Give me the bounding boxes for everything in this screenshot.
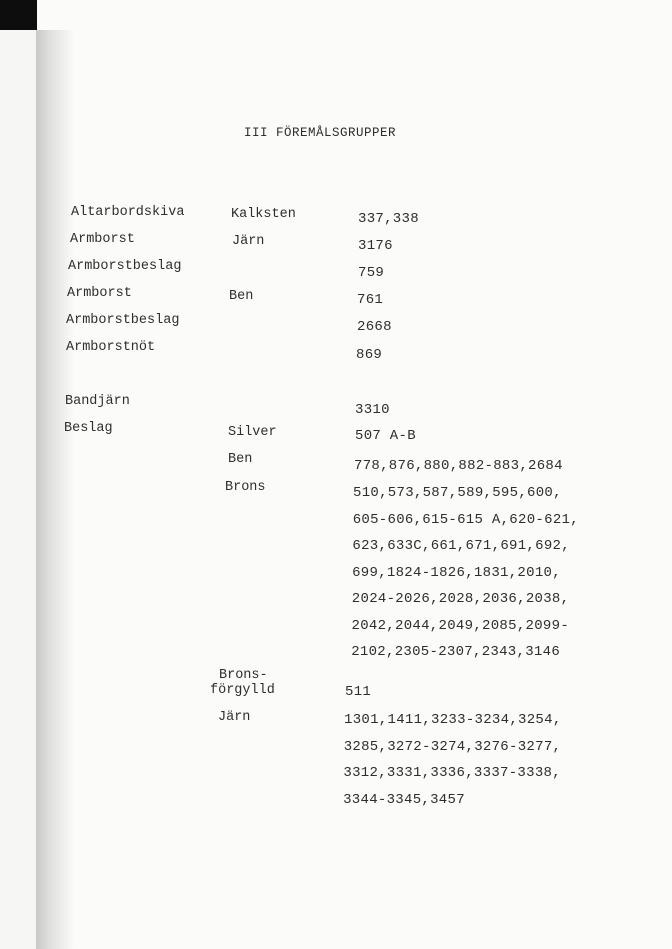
page-left-margin <box>0 0 36 949</box>
item-numbers: 511 <box>345 684 372 700</box>
item-name: Altarbordskiva <box>71 205 185 220</box>
item-material: Kalksten <box>231 207 296 222</box>
item-name: Armborstnöt <box>66 340 156 355</box>
item-material: Silver <box>228 425 277 440</box>
item-material: Ben <box>229 289 254 304</box>
item-numbers: 869 <box>356 347 383 363</box>
item-name: Armborstbeslag <box>66 313 180 328</box>
item-numbers: 3344-3345,3457 <box>343 791 465 808</box>
item-numbers: 759 <box>358 265 385 281</box>
item-material: Järn <box>232 234 265 249</box>
item-material: Brons <box>225 480 266 495</box>
item-numbers: 510,573,587,589,595,600, <box>353 485 562 501</box>
item-numbers: 3310 <box>355 402 390 418</box>
item-material: Ben <box>228 452 253 467</box>
item-name: Beslag <box>64 421 113 436</box>
item-material: förgylld <box>210 683 275 698</box>
item-numbers: 605-606,615-615 A,620-621, <box>352 511 579 528</box>
item-material: Järn <box>218 710 251 725</box>
item-name: Armborst <box>67 286 132 301</box>
item-numbers: 3285,3272-3274,3276-3277, <box>343 738 562 755</box>
item-numbers: 2102,2305-2307,2343,3146 <box>351 644 561 660</box>
item-numbers: 778,876,880,882-883,2684 <box>354 458 563 474</box>
item-name: Bandjärn <box>65 394 130 409</box>
item-numbers: 337,338 <box>358 211 419 227</box>
item-numbers: 623,633C,661,671,691,692, <box>352 538 570 554</box>
item-numbers: 3176 <box>358 238 393 254</box>
item-name: Armborst <box>70 232 135 247</box>
item-name: Armborstbeslag <box>68 259 182 274</box>
item-numbers: 507 A-B <box>355 428 416 444</box>
item-numbers: 1301,1411,3233-3234,3254, <box>344 712 562 728</box>
item-numbers: 2042,2044,2049,2085,2099- <box>351 617 570 634</box>
binding-shadow <box>36 30 74 949</box>
item-numbers: 699,1824-1826,1831,2010, <box>352 564 561 581</box>
page-title: III FÖREMÅLSGRUPPER <box>244 126 397 140</box>
scan-corner-shadow <box>0 0 37 30</box>
item-numbers: 2668 <box>357 319 392 335</box>
item-numbers: 761 <box>357 292 384 308</box>
item-numbers: 2024-2026,2028,2036,2038, <box>351 591 570 607</box>
item-numbers: 3312,3331,3336,3337-3338, <box>343 765 561 781</box>
item-material: Brons- <box>219 668 268 683</box>
